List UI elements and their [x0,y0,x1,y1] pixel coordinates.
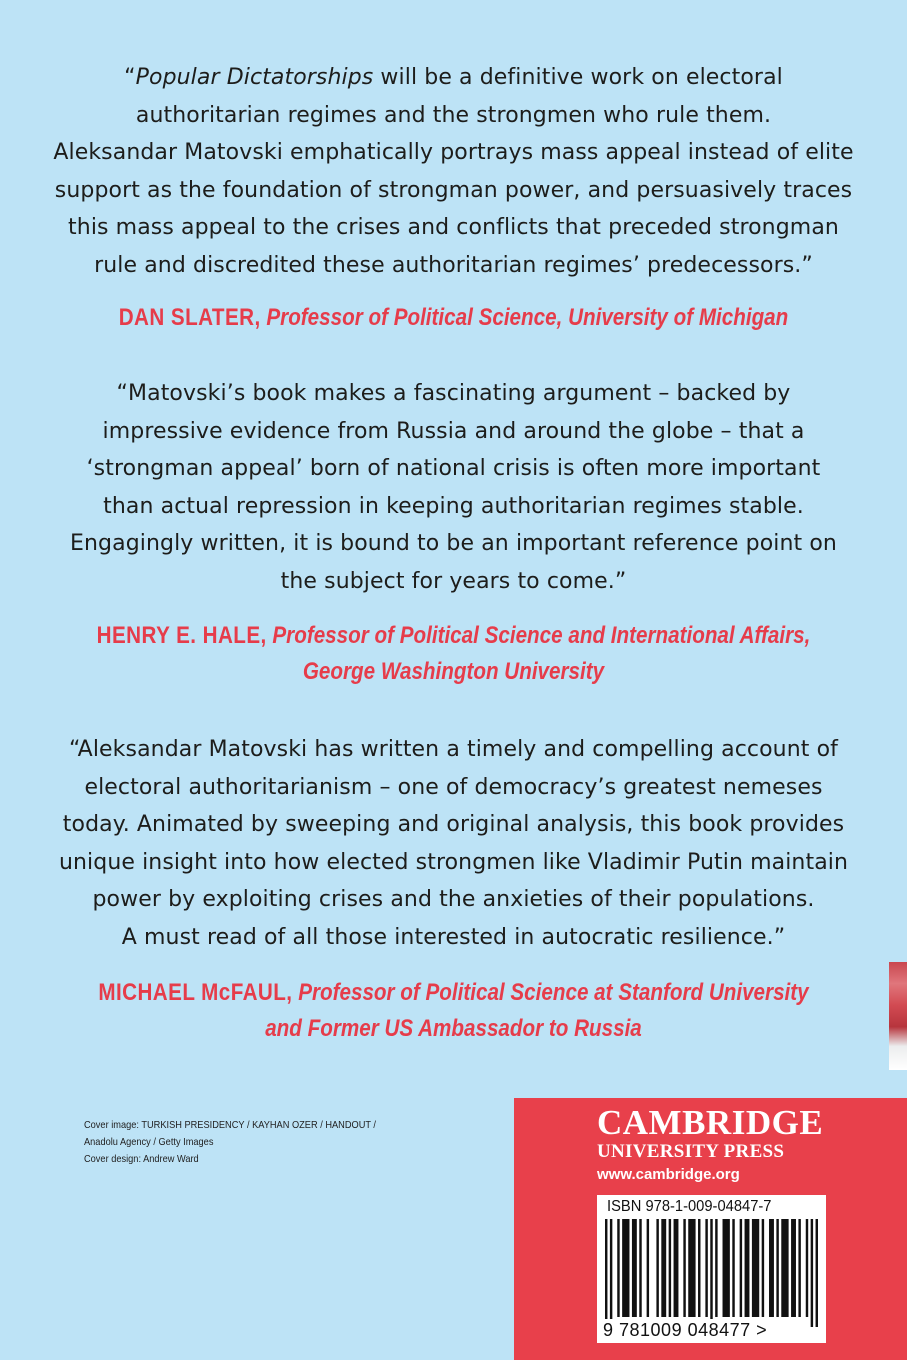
publisher-name: CAMBRIDGE [597,1103,824,1142]
quote-line: Engagingly written, it is bound to be an important reference point on [70,531,837,556]
isbn-label: ISBN 978-1-009-04847-7 [607,1198,772,1215]
quote-line: today. Animated by sweeping and original analysis, this book provides [62,812,845,837]
cover-credits [84,1117,401,1168]
endorser-affiliation: George Washington University [302,658,605,685]
quote-line: “Popular Dictatorships will be a definitive work on electoral [124,65,783,90]
endorser-name: HENRY E. HALE, [96,622,267,649]
endorser-title: Professor of Political Science and International Affairs, [272,622,811,649]
endorsement-attribution-2 [89,618,817,690]
publisher-logo [597,1104,837,1162]
quote-line: Aleksandar Matovski emphatically portrays mass appeal instead of elite [53,140,854,165]
quote-line: impressive evidence from Russia and around the globe – that a [102,418,805,444]
quote-line: the subject for years to come.” [280,568,627,594]
endorser-affiliation: and Former US Ambassador to Russia [265,1015,642,1042]
endorsement-attribution-1 [89,300,817,336]
publisher-panel [514,1098,907,1360]
cover-photo-edge [889,962,907,1070]
book-title: Popular Dictatorships [135,65,374,90]
quote-line: “Matovski’s book makes a fascinating argument – backed by [116,381,791,406]
quote-line: support as the foundation of strongman power, and persuasively traces [54,177,853,203]
endorser-name: DAN SLATER, [118,304,261,331]
quote-line: rule and discredited these authoritarian regimes’ predecessors.” [94,252,813,278]
endorser-title: Professor of Political Science at Stanford University [298,979,809,1006]
barcode-icon [605,1219,818,1327]
quote-line: this mass appeal to the crises and conflicts that preceded strongman [68,215,839,240]
endorsement-quote-2 [50,375,857,600]
quote-line: “Aleksandar Matovski has written a timely and compelling account of [69,737,838,762]
endorsement-attribution-3 [89,975,817,1047]
quote-line: than actual repression in keeping authoritarian regimes stable. [103,493,804,519]
quote-line: power by exploiting crises and the anxieties of their populations. [92,887,815,912]
endorsement-quote-1 [50,59,857,284]
barcode-number: 9 781009 048477 > [603,1320,768,1340]
endorsement-quote-3 [50,731,857,956]
publisher-press: UNIVERSITY PRESS [597,1141,785,1162]
quote-line: authoritarian regimes and the strongmen who rule them. [135,102,772,128]
quote-line: electoral authoritarianism – one of democracy’s greatest nemeses [84,774,823,800]
quote-line: A must read of all those interested in autocratic resilience.” [121,924,786,950]
barcode-box [597,1195,826,1343]
endorser-title: Professor of Political Science, University of Michigan [266,304,789,331]
quote-line: unique insight into how elected strongmen like Vladimir Putin maintain [58,849,849,875]
publisher-url: www.cambridge.org [597,1166,740,1183]
credit-line: Anadolu Agency / Getty Images [84,1136,214,1148]
credit-line: Cover design: Andrew Ward [84,1153,199,1165]
endorser-name: MICHAEL McFAUL, [98,979,293,1006]
credit-line: Cover image: TURKISH PRESIDENCY / KAYHAN OZER / HANDOUT / [84,1119,376,1131]
quote-line: ‘strongman appeal’ born of national crisis is often more important [86,456,821,481]
